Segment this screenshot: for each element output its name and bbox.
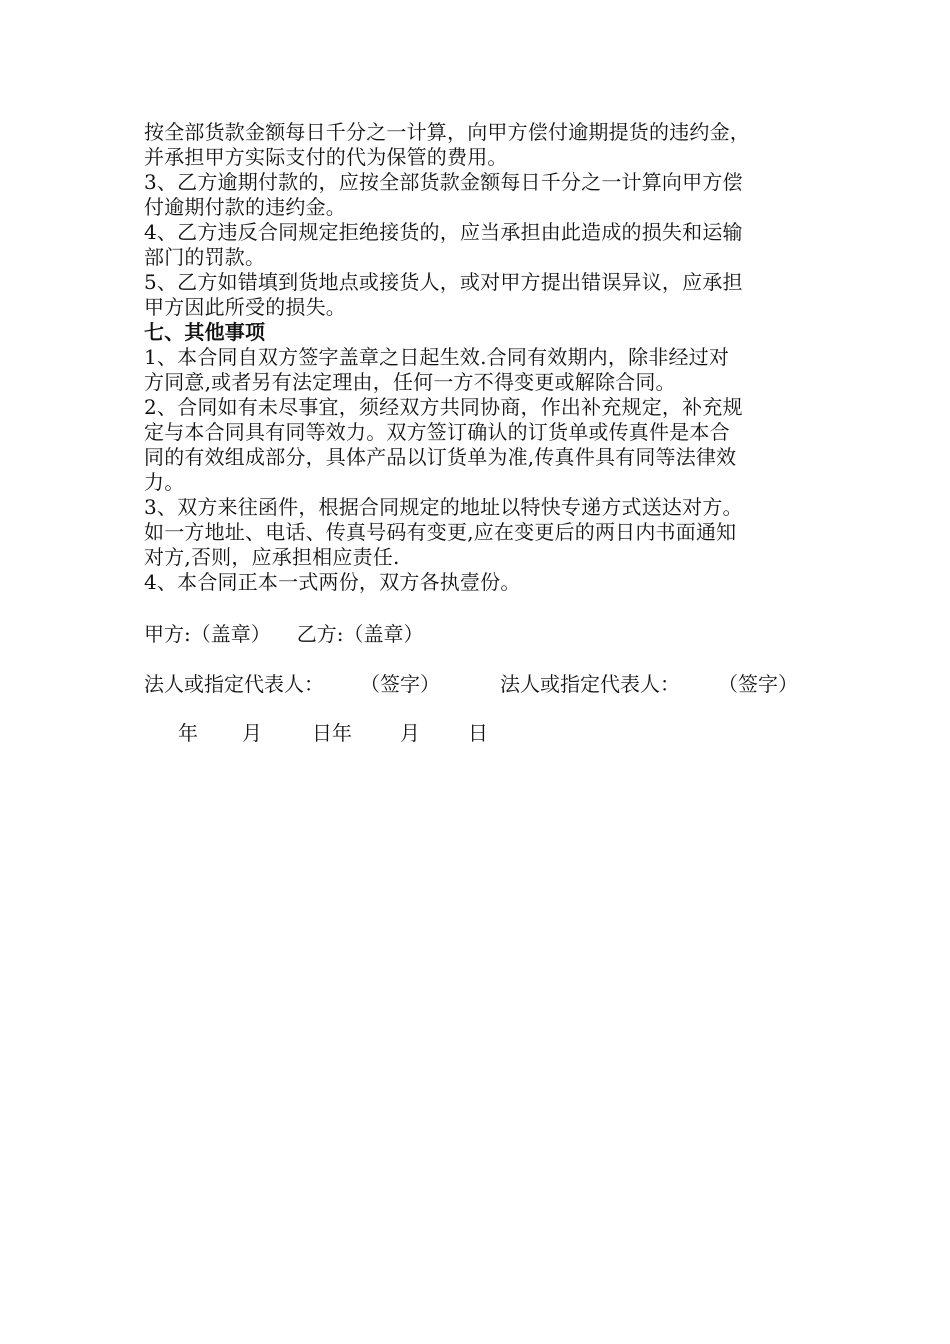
date-row — [178, 721, 488, 746]
body-line: 部门的罚款。 — [144, 245, 266, 269]
party-a-seal: 甲方:（盖章） — [144, 622, 271, 646]
body-line: 并承担甲方实际支付的代为保管的费用。 — [144, 145, 508, 169]
year-a: 年 — [178, 721, 198, 745]
body-line: 4、本合同正本一式两份，双方各执壹份。 — [144, 570, 521, 594]
body-line: 同的有效组成部分，具体产品以订货单为准,传真件具有同等法律效 — [144, 445, 737, 469]
body-line: 付逾期付款的违约金。 — [144, 195, 346, 219]
body-line: 1、本合同自双方签字盖章之日起生效.合同有效期内，除非经过对 — [144, 345, 730, 369]
body-line: 按全部货款金额每日千分之一计算，向甲方偿付逾期提货的违约金， — [144, 120, 750, 144]
sign-b-label: （签字） — [718, 672, 798, 696]
body-line: 甲方因此所受的损失。 — [144, 295, 346, 319]
representative-row — [144, 672, 798, 697]
seal-row — [144, 622, 424, 647]
body-line: 对方,否则，应承担相应责任. — [144, 545, 400, 569]
sign-a-label: （签字） — [360, 672, 440, 696]
month-a: 月 — [242, 721, 262, 745]
body-line: 力。 — [144, 470, 185, 494]
party-b-seal: 乙方:（盖章） — [296, 622, 424, 646]
body-line: 2、合同如有未尽事宜，须经双方共同协商，作出补充规定，补充规 — [144, 395, 743, 419]
body-line: 4、乙方违反合同规定拒绝接货的，应当承担由此造成的损失和运输 — [144, 220, 743, 244]
body-line: 定与本合同具有同等效力。双方签订确认的订货单或传真件是本合 — [144, 420, 730, 444]
rep-a-label: 法人或指定代表人： — [144, 672, 324, 696]
month-b: 月 — [400, 721, 420, 745]
body-line: 3、双方来往函件，根据合同规定的地址以特快专递方式送达对方。 — [144, 495, 743, 519]
contract-page — [144, 120, 814, 595]
body-line: 3、乙方逾期付款的，应按全部货款金额每日千分之一计算向甲方偿 — [144, 170, 743, 194]
day-a-year-b: 日年 — [312, 721, 352, 745]
section-heading: 七、其他事项 — [144, 320, 266, 344]
rep-b-label: 法人或指定代表人： — [500, 672, 680, 696]
body-line: 5、乙方如错填到货地点或接货人，或对甲方提出错误异议，应承担 — [144, 270, 743, 294]
day-b: 日 — [468, 721, 488, 745]
body-line: 方同意,或者另有法定理由，任何一方不得变更或解除合同。 — [144, 370, 676, 394]
body-line: 如一方地址、电话、传真号码有变更,应在变更后的两日内书面通知 — [144, 520, 737, 544]
